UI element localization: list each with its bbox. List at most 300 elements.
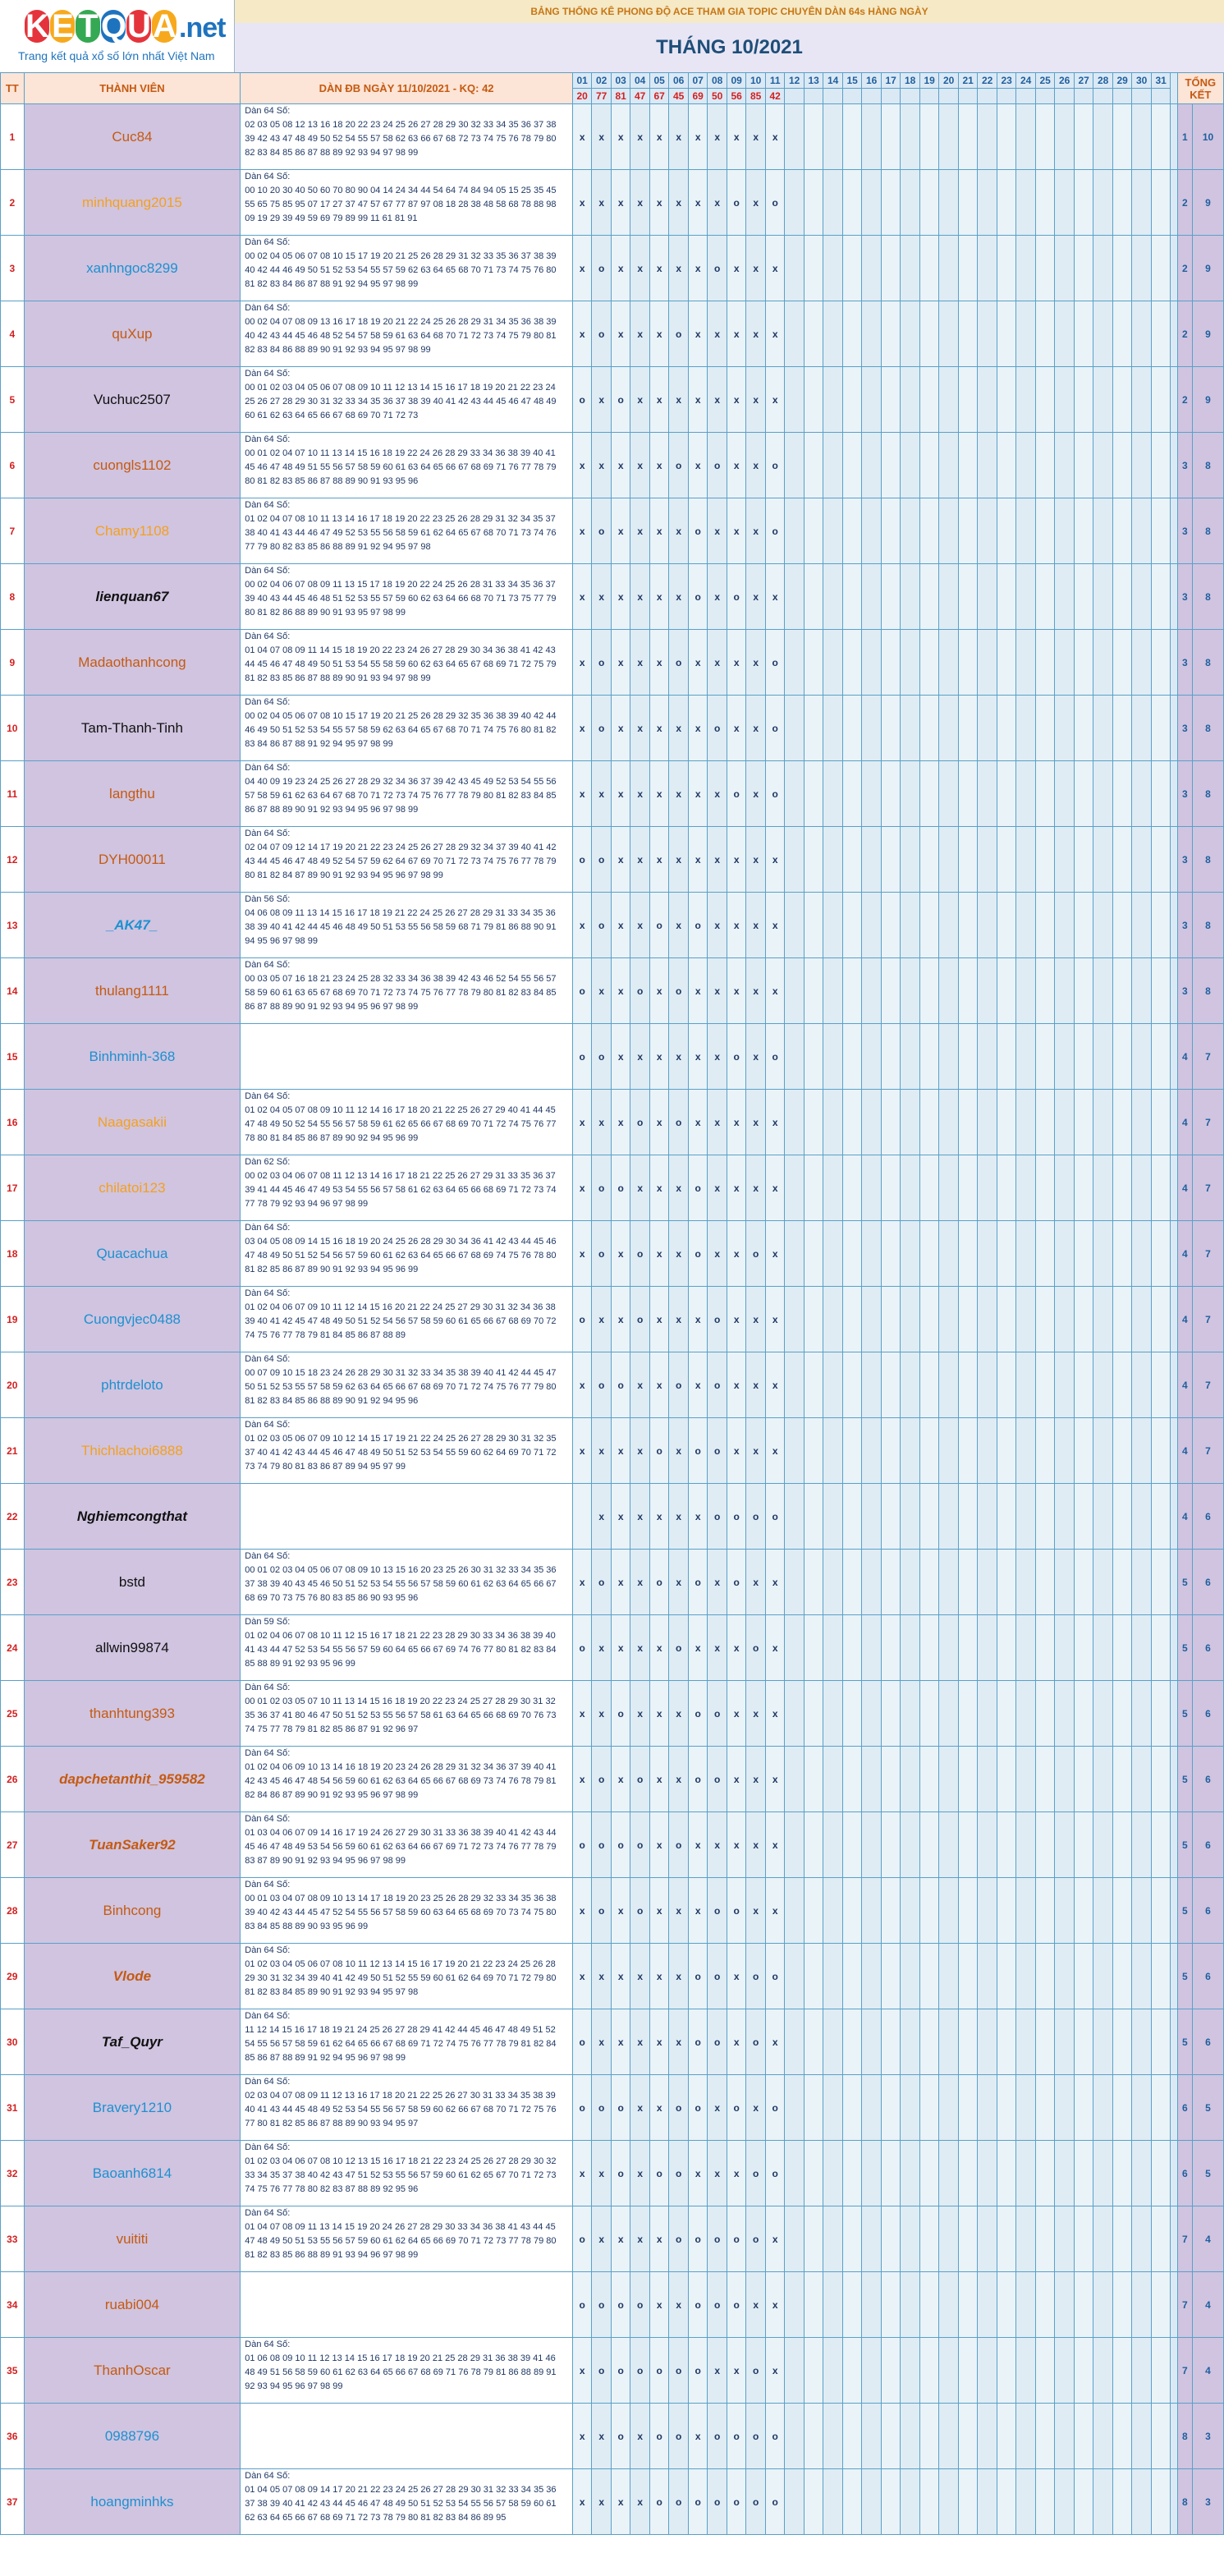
day-mark: x <box>727 2141 746 2206</box>
day-mark <box>1093 1221 1113 1287</box>
day-mark <box>862 1221 882 1287</box>
day-mark <box>1016 1090 1036 1155</box>
day-mark <box>901 2206 920 2272</box>
day-mark <box>958 1812 978 1878</box>
day-mark <box>978 827 997 893</box>
day-mark <box>1055 1944 1075 2009</box>
day-mark <box>881 2206 901 2272</box>
row-number: 14 <box>1 958 25 1024</box>
day-mark <box>1151 2075 1171 2141</box>
day-mark: x <box>630 1024 650 1090</box>
member-name[interactable]: thulang1111 <box>24 958 241 1024</box>
day-mark <box>1055 696 1075 761</box>
total-count: 8 <box>1193 564 1224 630</box>
day-mark <box>1074 1878 1093 1944</box>
member-name[interactable]: Naagasakii <box>24 1090 241 1155</box>
day-mark: x <box>765 2272 785 2338</box>
day-mark: x <box>669 104 689 170</box>
total-count: 6 <box>1193 1878 1224 1944</box>
day-mark <box>785 170 805 236</box>
member-name[interactable]: Thichlachoi6888 <box>24 1418 241 1484</box>
day-mark <box>823 367 843 433</box>
day-mark: x <box>630 1615 650 1681</box>
day-mark: x <box>630 2009 650 2075</box>
day-mark: x <box>746 1090 766 1155</box>
day-mark <box>862 1812 882 1878</box>
day-mark <box>997 1812 1016 1878</box>
miss-count: 8 <box>1177 2404 1192 2469</box>
day-mark <box>939 367 959 433</box>
member-name[interactable]: 0988796 <box>24 2404 241 2469</box>
day-mark <box>958 1221 978 1287</box>
day-mark <box>785 301 805 367</box>
day-mark <box>939 104 959 170</box>
day-mark <box>785 2338 805 2404</box>
row-gap <box>1171 1944 1177 2009</box>
day-mark <box>842 1418 862 1484</box>
day-mark <box>823 104 843 170</box>
row-number: 24 <box>1 1615 25 1681</box>
row-number: 34 <box>1 2272 25 2338</box>
day-mark <box>881 1484 901 1550</box>
member-name[interactable]: vuititi <box>24 2206 241 2272</box>
day-mark <box>997 761 1016 827</box>
day-mark <box>1074 827 1093 893</box>
day-header: 27 <box>1074 73 1093 89</box>
day-header: 19 <box>919 73 939 89</box>
dan-numbers <box>241 1024 573 1090</box>
day-mark <box>1093 104 1113 170</box>
day-mark: x <box>649 1681 669 1747</box>
day-mark: x <box>746 1550 766 1615</box>
member-name[interactable]: Binhminh-368 <box>24 1024 241 1090</box>
member-name[interactable]: _AK47_ <box>24 893 241 958</box>
day-mark: o <box>688 1747 708 1812</box>
day-header: 04 <box>630 73 650 89</box>
day-mark: x <box>688 1287 708 1352</box>
day-mark: x <box>649 1352 669 1418</box>
miss-count: 5 <box>1177 1550 1192 1615</box>
day-mark: o <box>727 564 746 630</box>
day-mark <box>842 2469 862 2535</box>
day-mark <box>901 630 920 696</box>
day-mark <box>785 1418 805 1484</box>
day-mark <box>842 1287 862 1352</box>
day-mark: x <box>611 1944 630 2009</box>
day-mark: x <box>746 2272 766 2338</box>
member-name[interactable]: Cuongvjec0488 <box>24 1287 241 1352</box>
day-mark <box>785 827 805 893</box>
logo-wordmark: K E T QUA .net <box>25 8 226 44</box>
day-mark: x <box>727 104 746 170</box>
miss-count: 4 <box>1177 1484 1192 1550</box>
member-name[interactable]: dapchetanthit_959582 <box>24 1747 241 1812</box>
day-mark: o <box>572 1287 592 1352</box>
day-mark: x <box>649 696 669 761</box>
member-name[interactable]: xanhngoc8299 <box>24 236 241 301</box>
day-mark <box>785 893 805 958</box>
day-mark <box>823 1878 843 1944</box>
row-number: 37 <box>1 2469 25 2535</box>
member-name[interactable]: minhquang2015 <box>24 170 241 236</box>
member-name[interactable]: ThanhOscar <box>24 2338 241 2404</box>
day-mark: x <box>708 104 727 170</box>
day-mark <box>901 893 920 958</box>
total-count: 7 <box>1193 1221 1224 1287</box>
day-mark <box>842 1747 862 1812</box>
day-mark: x <box>688 630 708 696</box>
day-mark <box>901 1878 920 1944</box>
row-gap <box>1171 1550 1177 1615</box>
total-count: 6 <box>1193 1550 1224 1615</box>
day-mark <box>939 1221 959 1287</box>
day-mark <box>842 1090 862 1155</box>
day-mark <box>1151 1287 1171 1352</box>
day-mark <box>1151 893 1171 958</box>
row-gap <box>1171 1878 1177 1944</box>
day-mark: o <box>688 2272 708 2338</box>
day-mark: o <box>708 1878 727 1944</box>
dan-numbers: Dàn 64 Số: 01 06 08 09 10 11 12 13 14 15 16 17 18 19 20 21 25 28 29 31 36 38 39 41 46 48 49 51 56 58 59 60 61 62 63 64 65 66 67 68 69 71 76 78 79 81 86 88 89 91 92 93 94 95 96 97 98 99 <box>241 2338 573 2404</box>
day-mark <box>1016 827 1036 893</box>
day-mark <box>804 236 823 301</box>
day-mark <box>978 2206 997 2272</box>
miss-count: 5 <box>1177 1878 1192 1944</box>
day-mark <box>901 236 920 301</box>
miss-count: 3 <box>1177 498 1192 564</box>
day-mark <box>842 1221 862 1287</box>
day-mark: o <box>572 1024 592 1090</box>
day-mark <box>881 564 901 630</box>
day-mark <box>1112 1747 1132 1812</box>
day-mark <box>862 104 882 170</box>
day-mark <box>1112 104 1132 170</box>
day-mark <box>842 1878 862 1944</box>
day-mark <box>1055 1221 1075 1287</box>
day-mark <box>1112 1287 1132 1352</box>
day-mark <box>919 104 939 170</box>
day-mark <box>1016 498 1036 564</box>
day-mark: o <box>688 498 708 564</box>
day-mark: x <box>572 564 592 630</box>
miss-count: 4 <box>1177 1221 1192 1287</box>
day-mark <box>997 958 1016 1024</box>
result-cell <box>1035 89 1055 104</box>
day-mark <box>997 2009 1016 2075</box>
day-mark <box>978 236 997 301</box>
member-name[interactable]: lienquan67 <box>24 564 241 630</box>
day-mark <box>842 2009 862 2075</box>
member-name[interactable]: quXup <box>24 301 241 367</box>
day-mark: x <box>727 1944 746 2009</box>
day-mark <box>1112 696 1132 761</box>
day-mark <box>1112 1615 1132 1681</box>
day-mark: x <box>746 1287 766 1352</box>
logo-letter: Q <box>101 8 126 44</box>
day-mark <box>804 1550 823 1615</box>
site-logo[interactable] <box>0 0 235 72</box>
day-mark: x <box>572 1418 592 1484</box>
member-name[interactable]: Tam-Thanh-Tinh <box>24 696 241 761</box>
day-mark <box>939 1615 959 1681</box>
day-mark <box>1035 2141 1055 2206</box>
miss-count: 6 <box>1177 2141 1192 2206</box>
day-mark <box>901 1024 920 1090</box>
day-mark <box>881 1944 901 2009</box>
day-mark <box>1151 630 1171 696</box>
day-mark: x <box>572 498 592 564</box>
day-mark <box>862 236 882 301</box>
day-mark: o <box>649 2338 669 2404</box>
day-mark <box>1074 893 1093 958</box>
day-mark <box>997 1550 1016 1615</box>
day-mark: x <box>572 2469 592 2535</box>
day-mark: x <box>592 2141 612 2206</box>
day-mark: x <box>630 1484 650 1550</box>
row-number: 7 <box>1 498 25 564</box>
day-mark: o <box>727 2075 746 2141</box>
day-mark <box>978 1221 997 1287</box>
day-header: 22 <box>978 73 997 89</box>
day-mark: x <box>669 1878 689 1944</box>
day-mark: x <box>611 827 630 893</box>
day-mark: o <box>708 1944 727 2009</box>
day-mark <box>1055 2141 1075 2206</box>
day-mark <box>958 367 978 433</box>
day-mark: x <box>746 433 766 498</box>
total-count: 7 <box>1193 1090 1224 1155</box>
day-mark <box>958 2009 978 2075</box>
day-mark <box>939 1747 959 1812</box>
day-mark <box>919 1024 939 1090</box>
day-mark <box>881 958 901 1024</box>
day-mark: x <box>592 564 612 630</box>
header-tt: TT <box>1 73 25 104</box>
member-name[interactable]: bstd <box>24 1550 241 1615</box>
result-cell <box>881 89 901 104</box>
member-name[interactable]: Chamy1108 <box>24 498 241 564</box>
table-row <box>1 630 1224 696</box>
member-name[interactable]: phtrdeloto <box>24 1352 241 1418</box>
row-number: 28 <box>1 1878 25 1944</box>
day-mark: x <box>708 1550 727 1615</box>
day-mark: x <box>727 236 746 301</box>
day-mark <box>997 564 1016 630</box>
day-mark <box>785 1878 805 1944</box>
member-name[interactable]: Madaothanhcong <box>24 630 241 696</box>
member-name[interactable]: hoangminhks <box>24 2469 241 2535</box>
day-mark <box>1151 1944 1171 2009</box>
day-mark <box>978 301 997 367</box>
day-mark <box>901 1944 920 2009</box>
day-mark <box>1016 2338 1036 2404</box>
day-mark <box>958 433 978 498</box>
day-mark: x <box>630 2404 650 2469</box>
row-gap <box>1171 1221 1177 1287</box>
day-mark <box>1151 301 1171 367</box>
day-mark <box>1132 1352 1152 1418</box>
day-mark: x <box>572 104 592 170</box>
day-header: 02 <box>592 73 612 89</box>
day-mark <box>1151 236 1171 301</box>
member-name[interactable]: Vlode <box>24 1944 241 2009</box>
day-mark: x <box>746 104 766 170</box>
day-mark: o <box>592 1024 612 1090</box>
day-mark: o <box>688 1221 708 1287</box>
day-mark <box>804 1418 823 1484</box>
member-name[interactable]: Bravery1210 <box>24 2075 241 2141</box>
day-mark <box>1093 1747 1113 1812</box>
day-mark: o <box>669 1615 689 1681</box>
day-mark: x <box>746 630 766 696</box>
day-mark <box>1035 170 1055 236</box>
day-mark: x <box>611 170 630 236</box>
day-mark: x <box>592 1944 612 2009</box>
day-mark <box>881 1615 901 1681</box>
day-mark: x <box>649 1944 669 2009</box>
dan-numbers: Dàn 64 Số: 01 04 07 08 09 11 13 14 15 19 20 24 26 27 28 29 30 33 34 36 38 41 43 44 45 47 48 49 50 51 53 55 56 57 59 60 61 62 64 65 66 69 70 71 72 73 77 78 79 80 81 82 83 85 86 88 89 91 93 94 96 97 98 99 <box>241 2206 573 2272</box>
miss-count: 4 <box>1177 1155 1192 1221</box>
logo-letter: T <box>76 10 100 43</box>
day-mark: x <box>611 1287 630 1352</box>
member-name[interactable]: Nghiemcongthat <box>24 1484 241 1550</box>
member-name[interactable]: Taf_Quyr <box>24 2009 241 2075</box>
day-mark <box>1151 2141 1171 2206</box>
day-mark: x <box>688 1484 708 1550</box>
day-mark: x <box>669 1550 689 1615</box>
row-gap <box>1171 2075 1177 2141</box>
day-mark: x <box>746 1155 766 1221</box>
day-mark <box>997 1681 1016 1747</box>
result-cell <box>785 89 805 104</box>
day-mark: x <box>708 1615 727 1681</box>
total-count: 6 <box>1193 2009 1224 2075</box>
member-name[interactable]: Quacachua <box>24 1221 241 1287</box>
member-name[interactable]: ruabi004 <box>24 2272 241 2338</box>
day-mark <box>919 958 939 1024</box>
day-mark <box>901 1287 920 1352</box>
day-mark <box>1055 170 1075 236</box>
member-name[interactable]: allwin99874 <box>24 1615 241 1681</box>
day-mark <box>1016 564 1036 630</box>
day-mark: o <box>669 2206 689 2272</box>
day-mark <box>1151 498 1171 564</box>
row-gap <box>1171 893 1177 958</box>
day-mark: x <box>727 1287 746 1352</box>
row-gap <box>1171 1615 1177 1681</box>
day-mark: x <box>630 367 650 433</box>
day-mark: x <box>746 170 766 236</box>
day-mark: x <box>669 1155 689 1221</box>
day-mark <box>862 1615 882 1681</box>
row-number: 26 <box>1 1747 25 1812</box>
day-mark <box>572 1484 592 1550</box>
member-name[interactable]: chilatoi123 <box>24 1155 241 1221</box>
day-mark <box>881 2404 901 2469</box>
day-mark <box>881 301 901 367</box>
day-mark: o <box>592 1221 612 1287</box>
table-row <box>1 1484 1224 1550</box>
day-mark <box>919 1287 939 1352</box>
member-name[interactable]: Cuc84 <box>24 104 241 170</box>
row-gap <box>1171 827 1177 893</box>
table-row <box>1 1615 1224 1681</box>
day-mark: o <box>708 433 727 498</box>
miss-count: 4 <box>1177 1418 1192 1484</box>
day-mark <box>978 630 997 696</box>
day-mark: x <box>572 1090 592 1155</box>
day-mark <box>804 1878 823 1944</box>
day-mark <box>804 827 823 893</box>
day-mark: x <box>669 827 689 893</box>
member-name[interactable]: Baoanh6814 <box>24 2141 241 2206</box>
day-mark: x <box>688 2141 708 2206</box>
day-mark: x <box>746 696 766 761</box>
day-mark <box>881 1221 901 1287</box>
dan-numbers: Dàn 64 Số: 00 03 05 07 16 18 21 23 24 25 28 32 33 34 36 38 39 42 43 46 52 54 55 56 57 58 59 60 61 63 65 67 68 69 70 71 72 73 74 75 76 77 78 79 80 81 82 83 84 85 86 87 88 89 90 91 92 93 94 95 96 97 98 99 <box>241 958 573 1024</box>
day-mark <box>1093 893 1113 958</box>
day-mark <box>862 1681 882 1747</box>
day-mark: o <box>572 827 592 893</box>
day-mark <box>958 893 978 958</box>
day-mark: x <box>746 236 766 301</box>
day-mark <box>862 433 882 498</box>
table-row <box>1 2009 1224 2075</box>
day-mark <box>842 1812 862 1878</box>
member-name[interactable]: TuanSaker92 <box>24 1812 241 1878</box>
day-mark: o <box>765 1484 785 1550</box>
day-mark: o <box>611 1155 630 1221</box>
day-mark <box>997 893 1016 958</box>
day-mark <box>1016 236 1036 301</box>
day-mark <box>881 893 901 958</box>
day-mark <box>958 236 978 301</box>
day-mark <box>862 367 882 433</box>
day-mark: x <box>572 2338 592 2404</box>
row-number: 36 <box>1 2404 25 2469</box>
day-mark <box>997 236 1016 301</box>
day-mark: x <box>708 367 727 433</box>
day-mark <box>901 564 920 630</box>
row-gap <box>1171 104 1177 170</box>
member-name[interactable]: cuongls1102 <box>24 433 241 498</box>
day-mark <box>823 301 843 367</box>
row-number: 3 <box>1 236 25 301</box>
day-mark: x <box>649 236 669 301</box>
member-name[interactable]: Binhcong <box>24 1878 241 1944</box>
member-name[interactable]: DYH00011 <box>24 827 241 893</box>
day-mark <box>1093 761 1113 827</box>
day-mark <box>997 367 1016 433</box>
day-mark: x <box>611 1615 630 1681</box>
member-name[interactable]: Vuchuc2507 <box>24 367 241 433</box>
miss-count: 6 <box>1177 2075 1192 2141</box>
day-mark <box>1112 1944 1132 2009</box>
row-gap <box>1171 1747 1177 1812</box>
day-mark <box>919 1221 939 1287</box>
member-name[interactable]: langthu <box>24 761 241 827</box>
day-mark: o <box>630 2338 650 2404</box>
day-mark <box>785 1221 805 1287</box>
day-mark <box>978 1352 997 1418</box>
day-mark <box>881 2141 901 2206</box>
day-mark <box>1132 2009 1152 2075</box>
day-mark <box>862 1287 882 1352</box>
day-mark <box>1055 2075 1075 2141</box>
member-name[interactable]: thanhtung393 <box>24 1681 241 1747</box>
day-mark <box>804 1615 823 1681</box>
day-mark: o <box>708 1681 727 1747</box>
